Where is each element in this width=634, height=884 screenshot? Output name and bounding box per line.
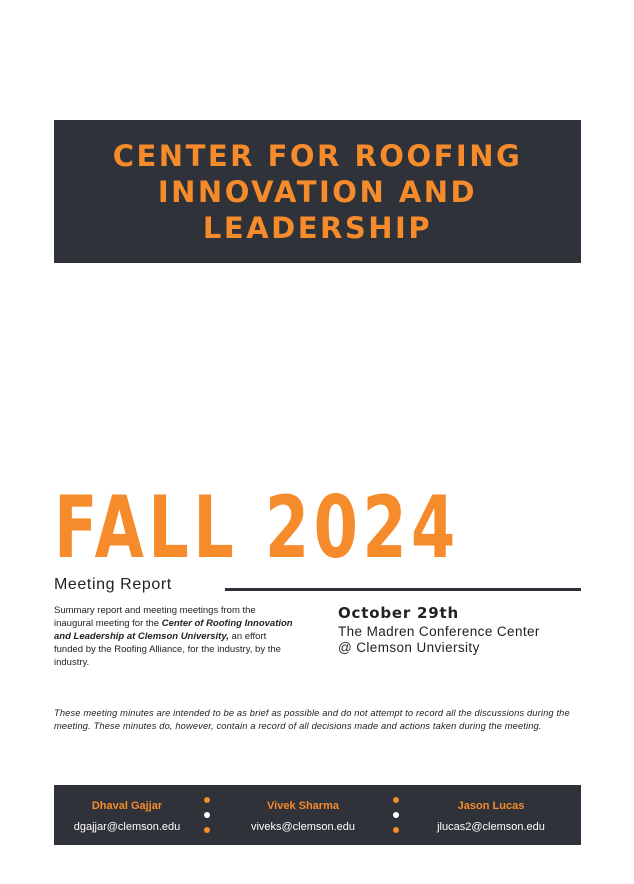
title-line-2: INNOVATION AND	[157, 174, 478, 209]
contact-name: Dhaval Gajjar	[91, 800, 163, 812]
contact-email[interactable]: dgajjar@clemson.edu	[73, 821, 181, 833]
title-line-1: CENTER FOR ROOFING	[112, 138, 523, 173]
contact-name: Jason Lucas	[457, 800, 525, 812]
dot-icon	[393, 812, 399, 818]
venue	[338, 624, 540, 656]
summary-intro: Summary report and meeting meetings from the inaugural meeting for the	[54, 605, 256, 629]
dot-icon	[393, 797, 399, 803]
summary-emphasis: Center of Roofing Innovation and Leadership at Clemson University,	[54, 618, 293, 642]
contact-card	[223, 799, 383, 834]
summary-text	[54, 604, 296, 669]
contact-footer	[54, 785, 581, 845]
title-line-3: LEADERSHIP	[202, 210, 433, 245]
dot-icon	[393, 827, 399, 833]
venue-location: @ Clemson Unviersity	[338, 640, 480, 655]
report-label: Meeting Report	[54, 576, 172, 593]
dot-icon	[204, 797, 210, 803]
divider-rule	[225, 588, 581, 591]
separator-dots	[204, 797, 210, 833]
contact-email[interactable]: jlucas2@clemson.edu	[437, 821, 545, 833]
contact-name: Vivek Sharma	[267, 800, 339, 812]
dot-icon	[204, 812, 210, 818]
contact-card	[411, 799, 571, 834]
season-heading: FALL 2024	[54, 478, 460, 578]
disclaimer-text: These meeting minutes are intended to be as brief as possible and do not attempt to record all the discussions during the meeting. These minutes do, however, contain a record of all decisions made and actions taken during the meeting.	[54, 708, 570, 731]
contact-email[interactable]: viveks@clemson.edu	[250, 821, 356, 833]
contact-card	[47, 799, 207, 834]
event-date: October 29th	[338, 604, 459, 622]
separator-dots	[393, 797, 399, 833]
summary-outro: an effort funded by the Roofing Alliance, for the industry, by the industry.	[54, 631, 281, 668]
dot-icon	[204, 827, 210, 833]
center-title	[113, 138, 523, 246]
venue-name: The Madren Conference Center	[338, 624, 540, 639]
title-banner	[54, 120, 581, 263]
